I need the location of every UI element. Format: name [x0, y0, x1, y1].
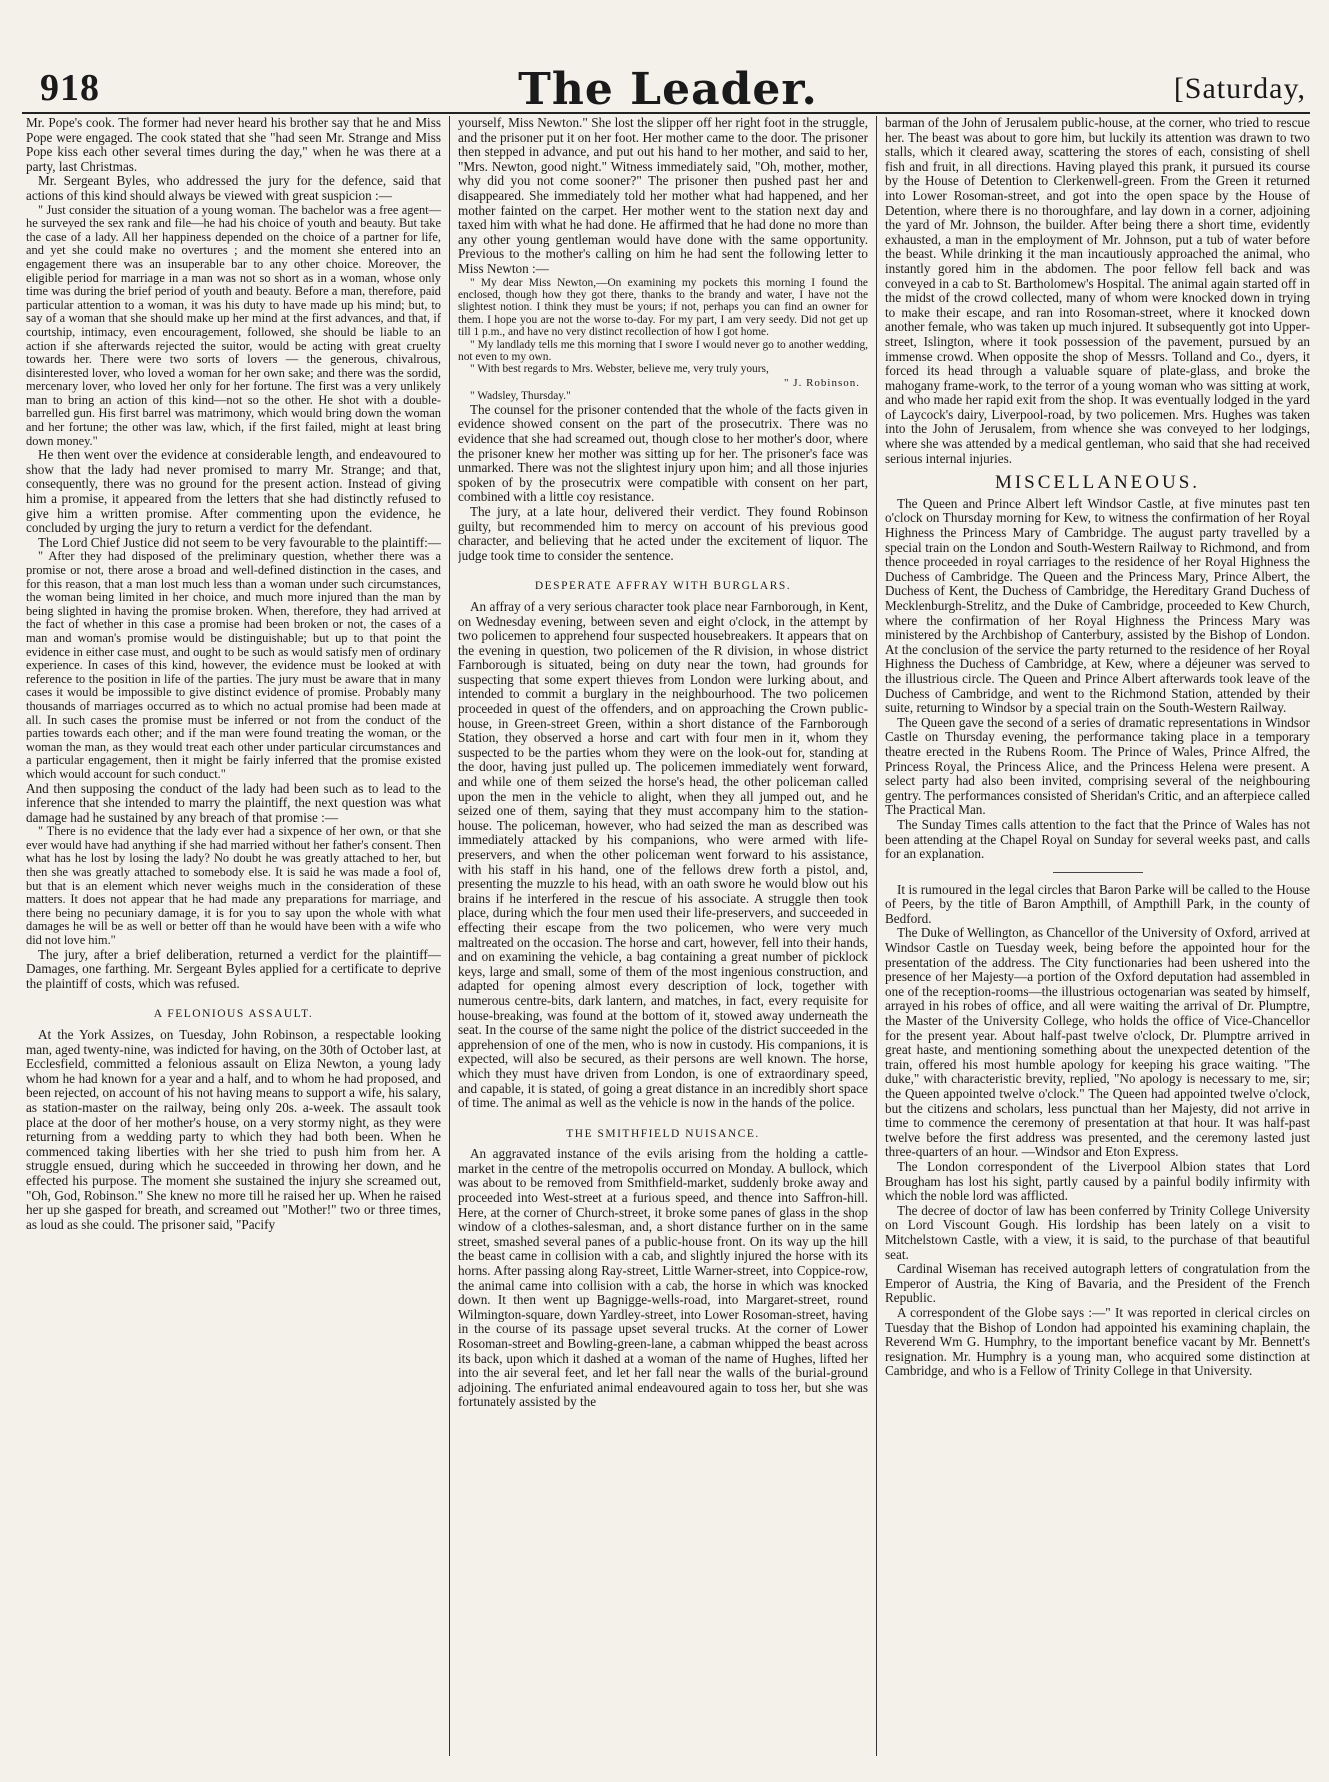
header-rule: [22, 112, 1310, 114]
letter-text: " With best regards to Mrs. Webster, believe me, very truly yours,: [470, 363, 769, 376]
paragraph: He then went over the evidence at considerable length, and endeavoured to show that the lady had never promised to marry Mr. Strange; and that, consequently, there was no ground for the present action. Instead of giving him a promise, it appeared from the letters that she had distinctly refused to give him a written promise. After commenting upon the evidence, he concluded by urging the jury to return a verdict for the defendant.: [26, 447, 441, 536]
paragraph: The London correspondent of the Liverpool Albion states that Lord Brougham has lost his sight, partly caused by a painful bodily infirmity with which the noble lord was afflicted.: [885, 1158, 1310, 1204]
column-divider: [449, 116, 450, 1756]
paragraph: The Duke of Wellington, as Chancellor of the University of Oxford, arrived at Windsor Castle on Tuesday week, being before the appointed hour for the presentation of the address. The City functionaries had been ushered into the presence of her Majesty—a portion of the Oxford deputation had assembled in one of the reception-rooms—the illustrious octogenarian was seated by himself, arrayed in his robes of office, and all were waiting the arrival of Dr. Plumptre, the Master of the University College, who holds the office of Vice-Chancellor for the present year. About half-past twelve o'clock, Dr. Plumptre arrived in great haste, and mentioning something about the unexpected detention of the train, offered his most humble apology for keeping his grace waiting. "The duke," with characteristic brevity, replied, "No apology is necessary to me, sir; the Queen appointed twelve o'clock." The Queen had appointed twelve o'clock, but the citizens and scholars, less punctual than her Majesty, did not arrive in time to commence the ceremony of presentation at that hour. It was half-past twelve before the first address was presented, and the ceremony lasted just three-quarters of an hour. —Windsor and Eton Express.: [885, 925, 1310, 1160]
section-heading: DESPERATE AFFRAY WITH BURGLARS.: [534, 580, 792, 593]
paragraph: Cardinal Wiseman has received autograph letters of congratulation from the Emperor of Austria, the King of Bavaria, and the President of the French Republic.: [885, 1261, 1310, 1306]
quotation: " After they had disposed of the preliminary question, whether there was a promise or not, there arose a broad and well-defined distinction in the cases, and for this reason, that a man lost much less than a woman under such circumstances, the woman being limited in her choice, and much more injured than the man by being slighted in having the promise broken. When, therefore, they had arrived at the fact of whether in this case a promise had been broken or not, the cases of a man and woman's promise would be distinguishable; but up to that point the evidence in either case must, and ought to be such as would satisfy men of ordinary experience. In cases of this kind, however, the evidence must be looked at with reference to the position in life of the parties. The jury must be aware that in many cases it would be impossible to give distinct evidence of promise. Probably many thousands of marriages occurred as to which no actual promise had been made at all. In such cases the promise must be inferred or not from the conduct of the parties towards each other; and if the man were found treating the woman, or the woman the man, as they would treat each other under particular circumstances and a particular engagement, then it might be fairly inferred that the promise existed which would account for such conduct.": [26, 549, 441, 781]
paragraph: A correspondent of the Globe says :—" It was reported in clerical circles on Tuesday that the Bishop of London had appointed his examining chaplain, the Reverend Wm G. Humphry, to the important benefice vacant by Mr. Bennett's resignation. Mr. Humphry is a young man, who acquired some distinction at Cambridge, and who is a Fellow of Trinity College in that University.: [885, 1304, 1310, 1379]
letter-text: " My dear Miss Newton,—On examining my pockets this morning I found the enclosed, though how they got there, thanks to the brandy and water, I have not the slightest notion. I think they must be yours; if not, perhaps you can find an owner for them. I hope you are not the worse to-day. For my part, I am very seedy. Did not get up till 1 p.m., and have no very distinct recollection of how I got home.: [458, 276, 868, 339]
paragraph: An affray of a very serious character took place near Farnborough, in Kent, on Wednesday evening, between seven and eight o'clock, in the attempt by two policemen to apprehend four suspected housebreakers. It appears that on the evening in question, two policemen of the R division, in whose district Farnborough is situated, being on duty near the town, had grounds for suspecting that some expert thieves from London were lurking about, and intended to commit a burglary in the neighbourhood. The two policemen proceeded in quest of the offenders, and on approaching the Crown public-house, in Green-street Green, within a short distance of the Farnborough Station, they observed a horse and cart with four men in it, whom they suspected to be the parties whom they were on the look-out for, standing at the door, having just pulled up. The policemen immediately went forward, and while one of them seized the horse's head, the other policeman called upon the men in the vehicle to alight, when they all jumped out, and he seized one of them, saying that they must accompany him to the station-house. The policeman, however, who had seized the man as described was immediately attacked by his companions, who were armed with life-preservers, and when the other policeman went forward to his assistance, with his staff in his hand, one of the fellows drew forth a pistol, and, presenting the muzzle to his head, with an oath swore he would blow out his brains if he interfered in the rescue of his associate. A struggle then took place, during which the four men used their life-preservers, and succeeded in effecting their escape from the two policemen, who were very much maltreated on the occasion. The horse and cart, however, fell into their hands, and on examining the vehicle, a bag containing a great number of picklock keys, large and small, some of them of the most ingenious construction, and adapted for opening almost every description of lock, together with numerous centre-bits, dark lantern, and matches, in fact, every requisite for house-breaking, was found at the bottom of it, stowed away underneath the seat. In the course of the same night the police of the district succeeded in the apprehension of one of the men, who is now in custody. His companions, it is expected, will also be secured, as their persons are well known. The horse, which they must have driven from London, is one of extraordinary speed, and capable, it is stated, of going a great distance in an incredibly short space of time. The animal as well as the vehicle is now in the hands of the police.: [458, 598, 868, 1111]
quotation: " There is no evidence that the lady ever had a sixpence of her own, or that she ever would have had anything if she had married without her father's consent. Then what has he lost by losing the lady? No doubt he was greatly attached to her, but then she was greatly attached to somebody else. It is said he was made a fool of, but that is an element which never weighs much in the consideration of these matters. It does not appear that he had made any preparations for marriage, and there being no pecuniary damage, it is for you to say upon the whole with what damages he will be as well or better off than he would have been with a wife who did not love him.": [26, 824, 441, 948]
paragraph: Mr. Pope's cook. The former had never heard his brother say that he and Miss Pope were engaged. The cook stated that she "had seen Mr. Strange and Miss Pope kiss each other several times during the day," when he was there at a party, last Christmas.: [26, 116, 441, 174]
section-separator: [1053, 872, 1143, 873]
page-number: 918: [40, 67, 100, 109]
paragraph: The Queen and Prince Albert left Windsor Castle, at five minutes past ten o'clock on Thursday morning for Kew, to witness the confirmation of her Royal Highness the Princess Mary of Cambridge. The august party travelled by a special train on the London and South-Western Railway to Richmond, and from thence proceeded in royal carriages to the residence of her Royal Highness the Duchess of Cambridge. The Queen and the Princess Mary, Prince Albert, the Duchess of Kent, the Duchess of Cambridge, the Hereditary Grand Duchess of Mecklenburgh-Strelitz, and the Duke of Cambridge, proceeded to Kew Church, where the confirmation of her Royal Highness the Princess Mary was ministered by the Archbishop of Canterbury, assisted by the Bishop of London. At the conclusion of the service the party returned to the residence of her Royal Highness the Duchess of Cambridge, at Kew, where a déjeuner was served to the illustrious circle. The Queen and Prince Albert afterwards took leave of the Duchess of Cambridge, and went to the Richmond Station, attended by their suite, returning to Windsor by a special train on the South-Western Railway.: [885, 495, 1310, 716]
section-heading: THE SMITHFIELD NUISANCE.: [566, 1127, 760, 1140]
column-2: [458, 116, 868, 1756]
paragraph: The Lord Chief Justice did not seem to be very favourable to the plaintiff:—: [38, 534, 441, 550]
paragraph: yourself, Miss Newton." She lost the slipper off her right foot in the struggle, and the prisoner put it on her foot. Her mother came to the door. The prisoner then stepped in advance, and put out his hand to her mother, and said to her, "Mrs. Newton, good night." Witness immediately said, "Oh, mother, mother, why did you not come sooner?" The prisoner then pushed past her and disappeared. She immediately told her mother what had happened, and her mother fainted on the carpet. Her mother went to the station next day and taxed him with what he had done. He affirmed that he had done no more than any other young gentleman would have done with the same opportunity. Previous to the mother's calling on him he had sent the following letter to Miss Newton :—: [458, 116, 868, 276]
paragraph: The decree of doctor of law has been conferred by Trinity College University on Lord Viscount Gough. His lordship has been lately on a visit to Mitchelstown Castle, with a view, it is said, to the purchase of that beautiful seat.: [885, 1202, 1310, 1262]
column-divider: [876, 116, 877, 1756]
paragraph: barman of the John of Jerusalem public-house, at the corner, who tried to rescue her. The beast was about to gore him, but luckily its attention was drawn to two stalls, which it cleared away, scattering the stores of each, consisting of shell fish and fruit, in all directions. Having played this prank, it pursued its course by the House of Detention to Clerkenwell-green. From the Green it returned into Lower Rosoman-street, and got into the open space by the House of Detention, where there is no thoroughfare, and lay down in a corner, adjoining the yard of Mr. Johnson, the builder. After being there a short time, evidently exhausted, a man in the employment of Mr. Johnson, put a tub of water before the beast. While drinking it the man incautiously approached the animal, who instantly gored him in the abdomen. The poor fellow fell back and was conveyed in a cab to St. Bartholomew's Hospital. The animal again started off in the midst of the crowd collected, many of whom were knocked down in trying to make their escape, and ran into Rosoman-street, where it knocked down another female, who was taken up much injured. It subsequently got into Upper-street, Islington, where it took possession of the pavement, pursued by an immense crowd. When opposite the shop of Messrs. Tolland and Co., dyers, it forced its head through a valuable square of plate-glass, and broke the mahogany frame-work, to the terror of a young woman who was sitting at work, and who made her rapid exit from the shop. It was eventually lodged in the yard of Laycock's dairy, Liverpool-road, by two policemen. Mrs. Hughes was taken into the John of Jerusalem, from whence she was conveyed to her lodgings, where she was attended by a medical gentleman, who said that she had received serious internal injuries.: [885, 116, 1310, 466]
dateline: [Saturday,: [1173, 72, 1306, 105]
paragraph: The jury, after a brief deliberation, returned a verdict for the plaintiff—Damages, one farthing. Mr. Sergeant Byles applied for a certificate to deprive the plaintiff of costs, which was refused.: [26, 946, 441, 991]
paragraph: And then supposing the conduct of the lady had been such as to lead to the inference that she intended to marry the plaintiff, the next question was what damage had he sustained by any breach of that promise :—: [26, 780, 441, 825]
letter-text: " My landlady tells me this morning that I swore I would never go to another wedding, not even to my own.: [458, 338, 868, 363]
masthead: [18, 64, 1318, 115]
paragraph: The jury, at a late hour, delivered their verdict. They found Robinson guilty, but recommended him to mercy on account of his previous good character, and believing that he acted under the excitement of liquor. The judge took time to consider the sentence.: [458, 503, 868, 563]
paragraph: The Sunday Times calls attention to the fact that the Prince of Wales has not been attending at the Chapel Royal on Sunday for several weeks past, and calls for an explanation.: [885, 816, 1310, 862]
quotation: " Just consider the situation of a young woman. The bachelor was a free agent—he surveyed the sex rank and file—he had his choice of youth and beauty. But take the case of a lady. All her happiness depended on the choice of a partner for life, and yet she could make no overtures ; and the moment she entered into an engagement there was an insuperable bar to any other choice. Moreover, the eligible period for marriage in a man was not so short as in a woman, whose only time was during the brief period of youth and beauty. Before a man, therefore, paid particular attention to a woman, it was his duty to have made up his mind; but, to say of a woman that she should make up her mind at the first advances, and that, if courtship, intimacy, even encouragement, followed, she should be liable to an action if she afterwards rejected the suitor, would be acting with great cruelty towards her. There were two sorts of lovers — the generous, chivalrous, disinterested lover, who loved a woman for her own sake; and there was the sordid, mercenary lover, who loved her only for her fortune. The first was a very unlikely man to bring an action of this kind—not so the other. He shot with a double-barrelled gun. His first barrel was matrimony, which would bring down the woman and her fortune; the other was law, which, if the first failed, might at least bring down money.": [26, 202, 441, 448]
letter-signature: " J. Robinson.: [784, 376, 860, 389]
letter-text: " Wadsley, Thursday.": [470, 390, 571, 403]
paragraph: It is rumoured in the legal circles that Baron Parke will be called to the House of Peers, by the title of Baron Ampthill, of Ampthill Park, in the county of Bedford.: [885, 881, 1310, 926]
section-heading: A FELONIOUS ASSAULT.: [153, 1008, 314, 1021]
paragraph: At the York Assizes, on Tuesday, John Robinson, a respectable looking man, aged twenty-nine, was indicted for having, on the 30th of October last, at Ecclesfield, committed a felonious assault on Eliza Newton, a young lady whom he had known for a year and a half, and to whom he had proposed, and been rejected, on account of his not having means to support a wife, his salary, as station-master on the railway, being only 20s. a-week. The assault took place at the door of her mother's house, on a very stormy night, as they were returning from a wedding party to which they had both been. When he commenced taking liberties with her she tried to push him from her. A struggle ensued, during which he succeeded in throwing her down, and he effected his purpose. The moment she sustained the injury she screamed out, "Oh, God, Robinson." She knew no more till he raised her up. When he raised her up she gasped for breath, and screamed out "Mother!" two or three times, as loud as she could. The prisoner said, "Pacify: [26, 1027, 441, 1232]
newspaper-title: The Leader.: [518, 64, 818, 115]
paragraph: An aggravated instance of the evils arising from the holding a cattle-market in the centre of the metropolis occurred on Monday. A bullock, which was about to be removed from Smithfield-market, suddenly broke away and proceeded into West-street at a furious speed, and thence into Saffron-hill. Here, at the corner of Church-street, it broke some panes of glass in the shop window of a clothes-salesman, and, a short distance further on in the same street, smashed several panes of a public-house front. On its way up the hill the beast came in collision with a cab, and slightly injured the horse with its horns. After passing along Ray-street, Little Warner-street, into Coppice-row, the animal came into collision with a cab, the horse in which was knocked down. It then went up Bagnigge-wells-road, into Margaret-street, round Wilmington-square, down Yardley-street, into Lower Rosoman-street, having in the course of its passage upset several trucks. At the corner of Lower Rosoman-street and Bowling-green-lane, a cabman whipped the beast across its back, upon which it dashed at a woman of the name of Hughes, lifted her into the air several feet, and let her fall near the walls of the burial-ground adjoining. The enfuriated animal endeavoured again to toss her, but she was fortunately assisted by the: [458, 1146, 868, 1410]
paragraph: The counsel for the prisoner contended that the whole of the facts given in evidence showed consent on the part of the prosecutrix. There was no evidence that she had screamed out, though close to her mother's door, where the prisoner knew her mother was sitting up for her. The prisoner's face was unmarked. There was not the slightest injury upon him; and all those injuries spoken of by the prosecutrix were compatible with consent on her part, combined with a little coy resistance.: [458, 401, 868, 505]
paragraph: Mr. Sergeant Byles, who addressed the jury for the defence, said that actions of this kind should always be viewed with great suspicion :—: [26, 173, 441, 203]
column-1: [26, 116, 441, 1756]
paragraph: The Queen gave the second of a series of dramatic representations in Windsor Castle on Thursday evening, the performance taking place in a temporary theatre erected in the Rubens Room. The Prince of Wales, Prince Alfred, the Princess Royal, the Princess Alice, and the Princess Helena were present. A select party had also been invited, comprising several of the neighbouring gentry. The performances consisted of Sheridan's Critic, and an afterpiece called The Practical Man.: [885, 714, 1310, 818]
section-heading: MISCELLANEOUS.: [994, 472, 1201, 494]
column-3: [885, 116, 1310, 1756]
